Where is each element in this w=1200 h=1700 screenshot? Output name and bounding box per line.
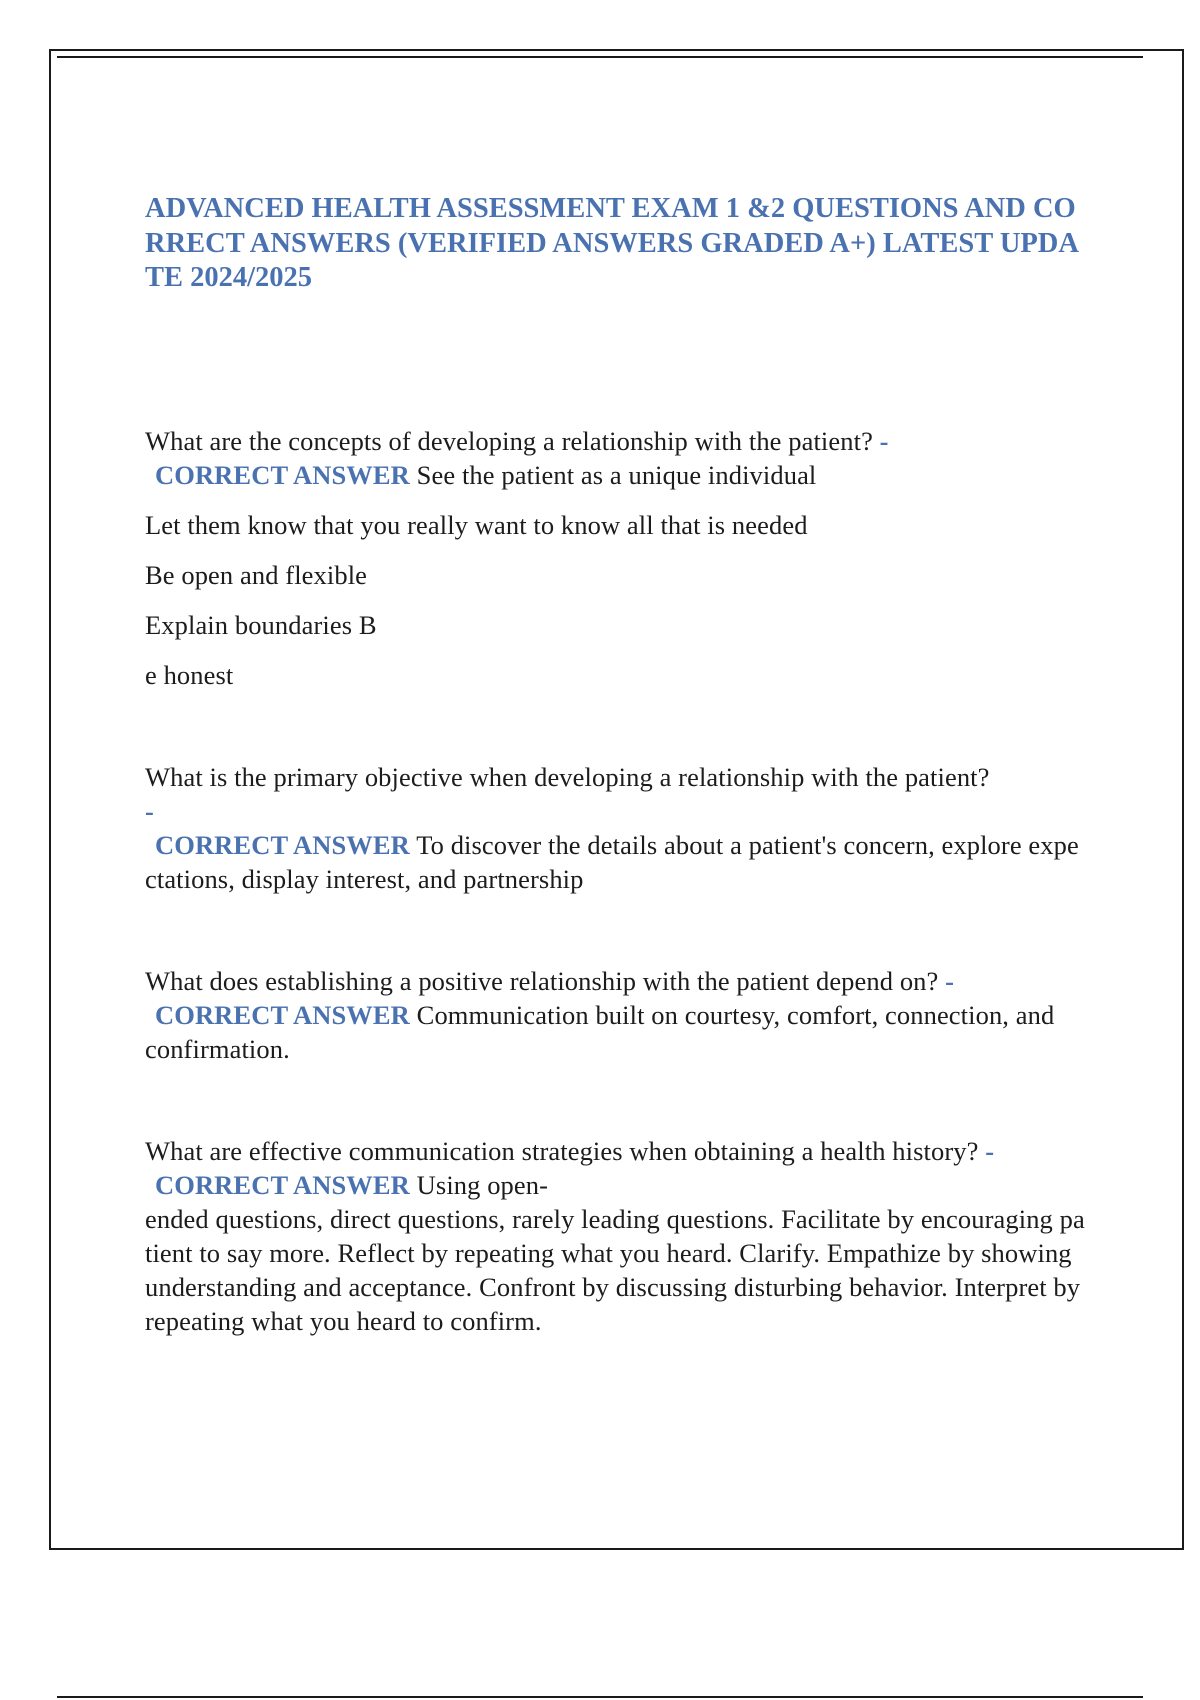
bottom-rule <box>57 1696 1143 1698</box>
qa-item-1 <box>145 424 1090 692</box>
dash-2: - <box>145 795 154 826</box>
qa-item-4 <box>145 1134 1090 1338</box>
answer-3: Communication built on courtesy, comfort, connection, and confirmation. <box>145 999 1055 1064</box>
answer-4-start: Using open- <box>416 1169 549 1200</box>
question-4: What are effective communication strategies when obtaining a health history? <box>145 1135 979 1166</box>
question-2: What is the primary objective when developing a relationship with the patient? <box>145 761 990 792</box>
correct-answer-label-2: CORRECT ANSWER <box>155 829 410 860</box>
dash-1: - <box>879 425 889 456</box>
answer-1-line-5: e honest <box>145 659 234 690</box>
answer-2: To discover the details about a patient's concern, explore expectations, display interest, and partnership <box>145 829 1079 894</box>
qa-list <box>145 424 1090 1338</box>
answer-4: ended questions, direct questions, rarely leading questions. Facilitate by encouraging patient to say more. Reflect by repeating what you heard. Clarify. Empathize by showing understanding and acceptance. Confront by discussing disturbing behavior. Interpret by repeating what you heard to confirm. <box>145 1203 1085 1336</box>
answer-1-line-3: Be open and flexible <box>145 559 368 590</box>
dash-4: - <box>985 1135 995 1166</box>
qa-item-2 <box>145 760 1090 896</box>
answer-1-line-4: Explain boundaries B <box>145 609 377 640</box>
correct-answer-label-4: CORRECT ANSWER <box>155 1169 410 1200</box>
dash-3: - <box>945 965 955 996</box>
question-3: What does establishing a positive relationship with the patient depend on? <box>145 965 939 996</box>
answer-1: See the patient as a unique individual <box>416 459 817 490</box>
document-title: ADVANCED HEALTH ASSESSMENT EXAM 1 &2 QUESTIONS AND CORRECT ANSWERS (VERIFIED ANSWERS GRADED A+) LATEST UPDATE 2024/2025 <box>145 193 1079 293</box>
qa-item-3 <box>145 964 1090 1066</box>
document-content <box>145 192 1090 1338</box>
correct-answer-label-3: CORRECT ANSWER <box>155 999 410 1030</box>
answer-1-line-2: Let them know that you really want to know all that is needed <box>145 509 808 540</box>
question-1: What are the concepts of developing a relationship with the patient? <box>145 425 873 456</box>
correct-answer-label-1: CORRECT ANSWER <box>155 459 410 490</box>
